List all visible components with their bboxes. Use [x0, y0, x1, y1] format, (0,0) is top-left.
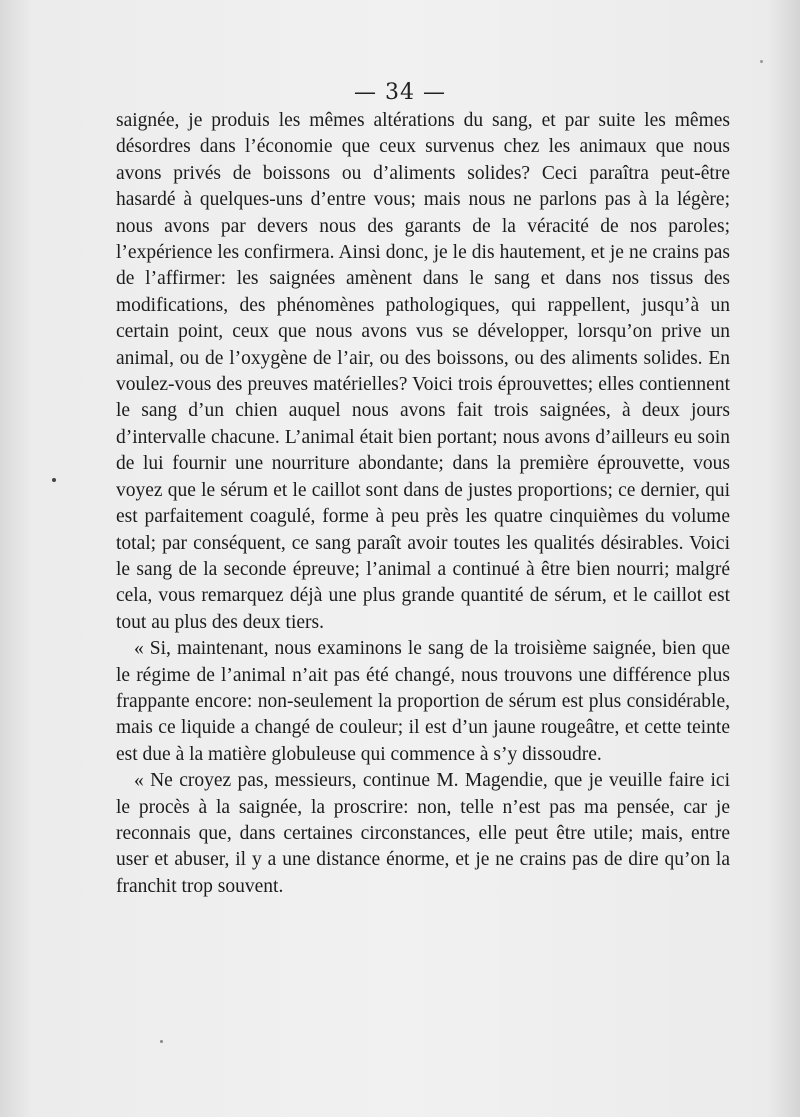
ink-speck	[52, 478, 56, 482]
paragraph-1: saignée, je produis les mêmes altérations du sang, et par suite les mêmes désordres dans l’économie que ceux survenus chez les animaux que nous avons privés de boissons ou d’aliments solides? Ceci paraîtra peut-être hasardé à quelques-uns d’entre vous; mais nous ne parlons pas à la légère; nous avons par devers nous des garants de la véracité de nos paroles; l’expérience les confirmera. Ainsi donc, je le dis hautement, et je ne crains pas de l’affirmer: les saignées amènent dans le sang et dans nos tissus des modifications, des phénomènes pathologiques, qui rappellent, jusqu’à un certain point, ceux que nous avons vus se développer, lorsqu’on prive un animal, ou de l’oxygène de l’air, ou des boissons, ou des aliments solides. En voulez-vous des preuves matérielles? Voici trois éprouvettes; elles contiennent le sang d’un chien auquel nous avons fait trois saignées, à deux jours d’intervalle chacune. L’animal était bien portant; nous avons d’ailleurs eu soin de lui fournir une nourriture abondante; dans la première éprouvette, vous voyez que le sérum et le caillot sont dans de justes proportions; ce dernier, qui est parfaitement coagulé, forme à peu près les quatre cinquièmes du volume total; par conséquent, ce sang paraît avoir toutes les qualités désirables. Voici le sang de la seconde épreuve; l’animal a continué à être bien nourri; malgré cela, vous remarquez déjà une plus grande quantité de sérum, et le caillot est tout au plus des deux tiers.	[116, 110, 730, 633]
paragraph-3: « Ne croyez pas, messieurs, continue M. Magendie, que je veuille faire ici le procès à la saignée, la proscrire: non, telle n’est pas ma pensée, car je reconnais que, dans certaines circonstances, elle peut être utile; mais, entre user et abuser, il y a une distance énorme, et je ne crains pas de dire qu’on la franchit trop souvent.	[116, 770, 730, 897]
ink-speck	[760, 60, 763, 63]
ink-speck	[160, 1040, 163, 1043]
paragraph-2: « Si, maintenant, nous examinons le sang de la troisième saignée, bien que le régime de l’animal n’ait pas été changé, nous trouvons une différence plus frappante encore: non-seulement la proportion de sérum est plus considérable, mais ce liquide a changé de couleur; il est d’un jaune rougeâtre, et cette teinte est due à la matière globuleuse qui commence à s’y dissoudre.	[116, 638, 730, 765]
page-number: — 34 —	[354, 80, 446, 105]
body-text	[116, 108, 730, 900]
